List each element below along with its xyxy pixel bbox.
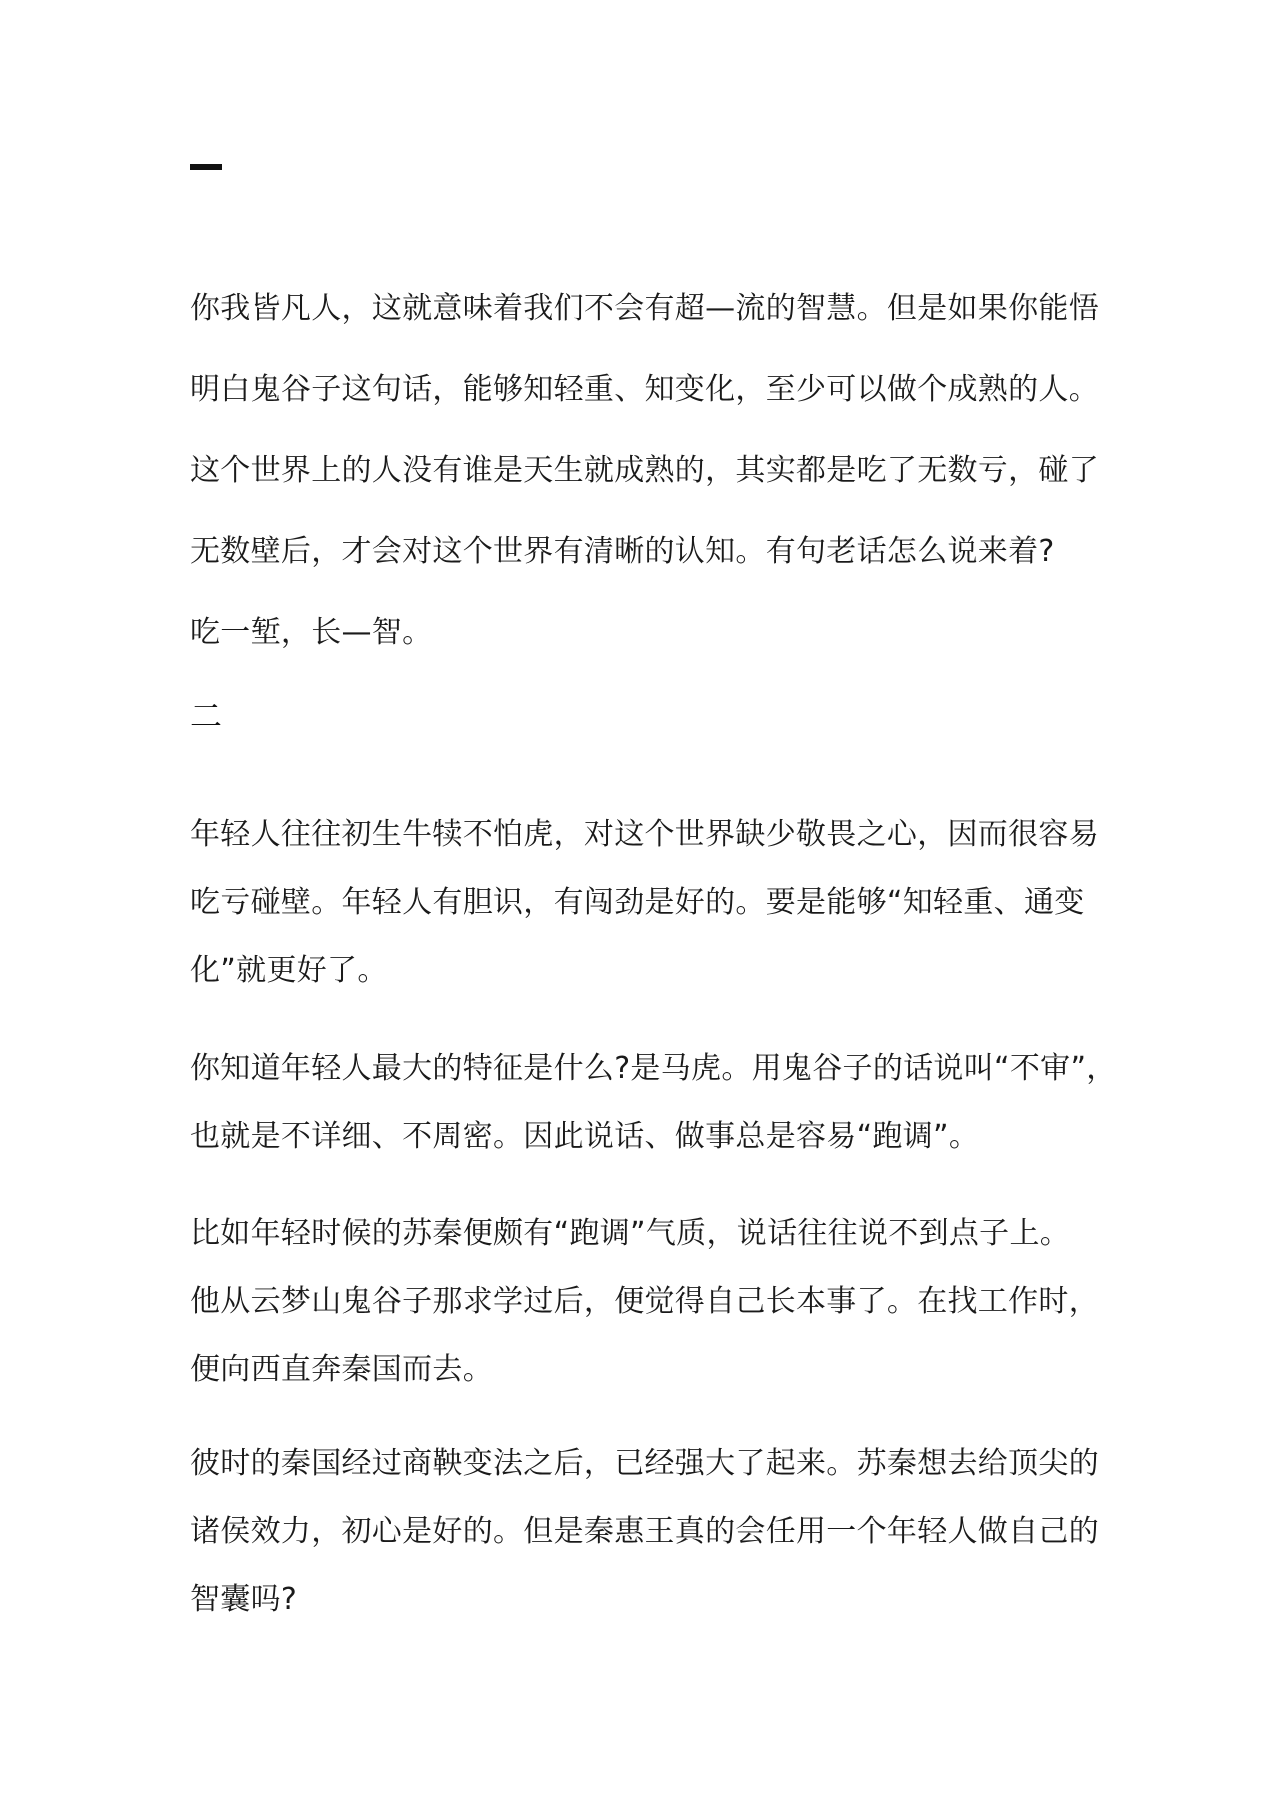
paragraph-2	[190, 801, 1099, 1005]
paragraph-line: 吃亏碰壁。年轻人有胆识，有闯劲是好的。要是能够“知轻重、通变	[190, 885, 1085, 920]
paragraph-line: 他从云梦山鬼谷子那求学过后，便觉得自己长本事了。在找工作时，	[190, 1284, 1099, 1319]
paragraph-line: 比如年轻时候的苏秦便颇有“跑调”气质，说话往往说不到点子上。	[190, 1216, 1071, 1251]
paragraph-line: 吃一堑，长—智。	[190, 615, 433, 650]
paragraph-1	[190, 268, 1099, 673]
paragraph-line: 也就是不详细、不周密。因此说话、做事总是容易“跑调”。	[190, 1119, 980, 1154]
paragraph-line: 明白鬼谷子这句话，能够知轻重、知变化，至少可以做个成熟的人。	[190, 372, 1099, 407]
paragraph-line: 这个世界上的人没有谁是天生就成熟的，其实都是吃了无数亏，碰了	[190, 453, 1099, 488]
paragraph-4	[190, 1200, 1099, 1404]
paragraph-3	[190, 1035, 1117, 1171]
paragraph-line: 你知道年轻人最大的特征是什么?是马虎。用鬼谷子的话说叫“不审”，	[190, 1051, 1117, 1086]
paragraph-line: 年轻人往往初生牛犊不怕虎，对这个世界缺少敬畏之心，因而很容易	[190, 817, 1099, 852]
paragraph-line: 便向西直奔秦国而去。	[190, 1352, 493, 1387]
paragraph-line: 无数壁后，才会对这个世界有清晰的认知。有句老话怎么说来着?	[190, 534, 1055, 569]
paragraph-5	[190, 1430, 1099, 1634]
section-heading-two: 二	[190, 697, 223, 735]
paragraph-line: 诸侯效力，初心是好的。但是秦惠王真的会任用一个年轻人做自己的	[190, 1514, 1099, 1549]
section-heading-one-text	[190, 164, 191, 165]
section-heading-one	[190, 164, 222, 170]
paragraph-line: 智囊吗?	[190, 1582, 298, 1617]
paragraph-line: 彼时的秦国经过商鞅变法之后，已经强大了起来。苏秦想去给顶尖的	[190, 1446, 1099, 1481]
paragraph-line: 你我皆凡人，这就意味着我们不会有超—流的智慧。但是如果你能悟	[190, 291, 1099, 326]
paragraph-line: 化”就更好了。	[190, 953, 388, 988]
